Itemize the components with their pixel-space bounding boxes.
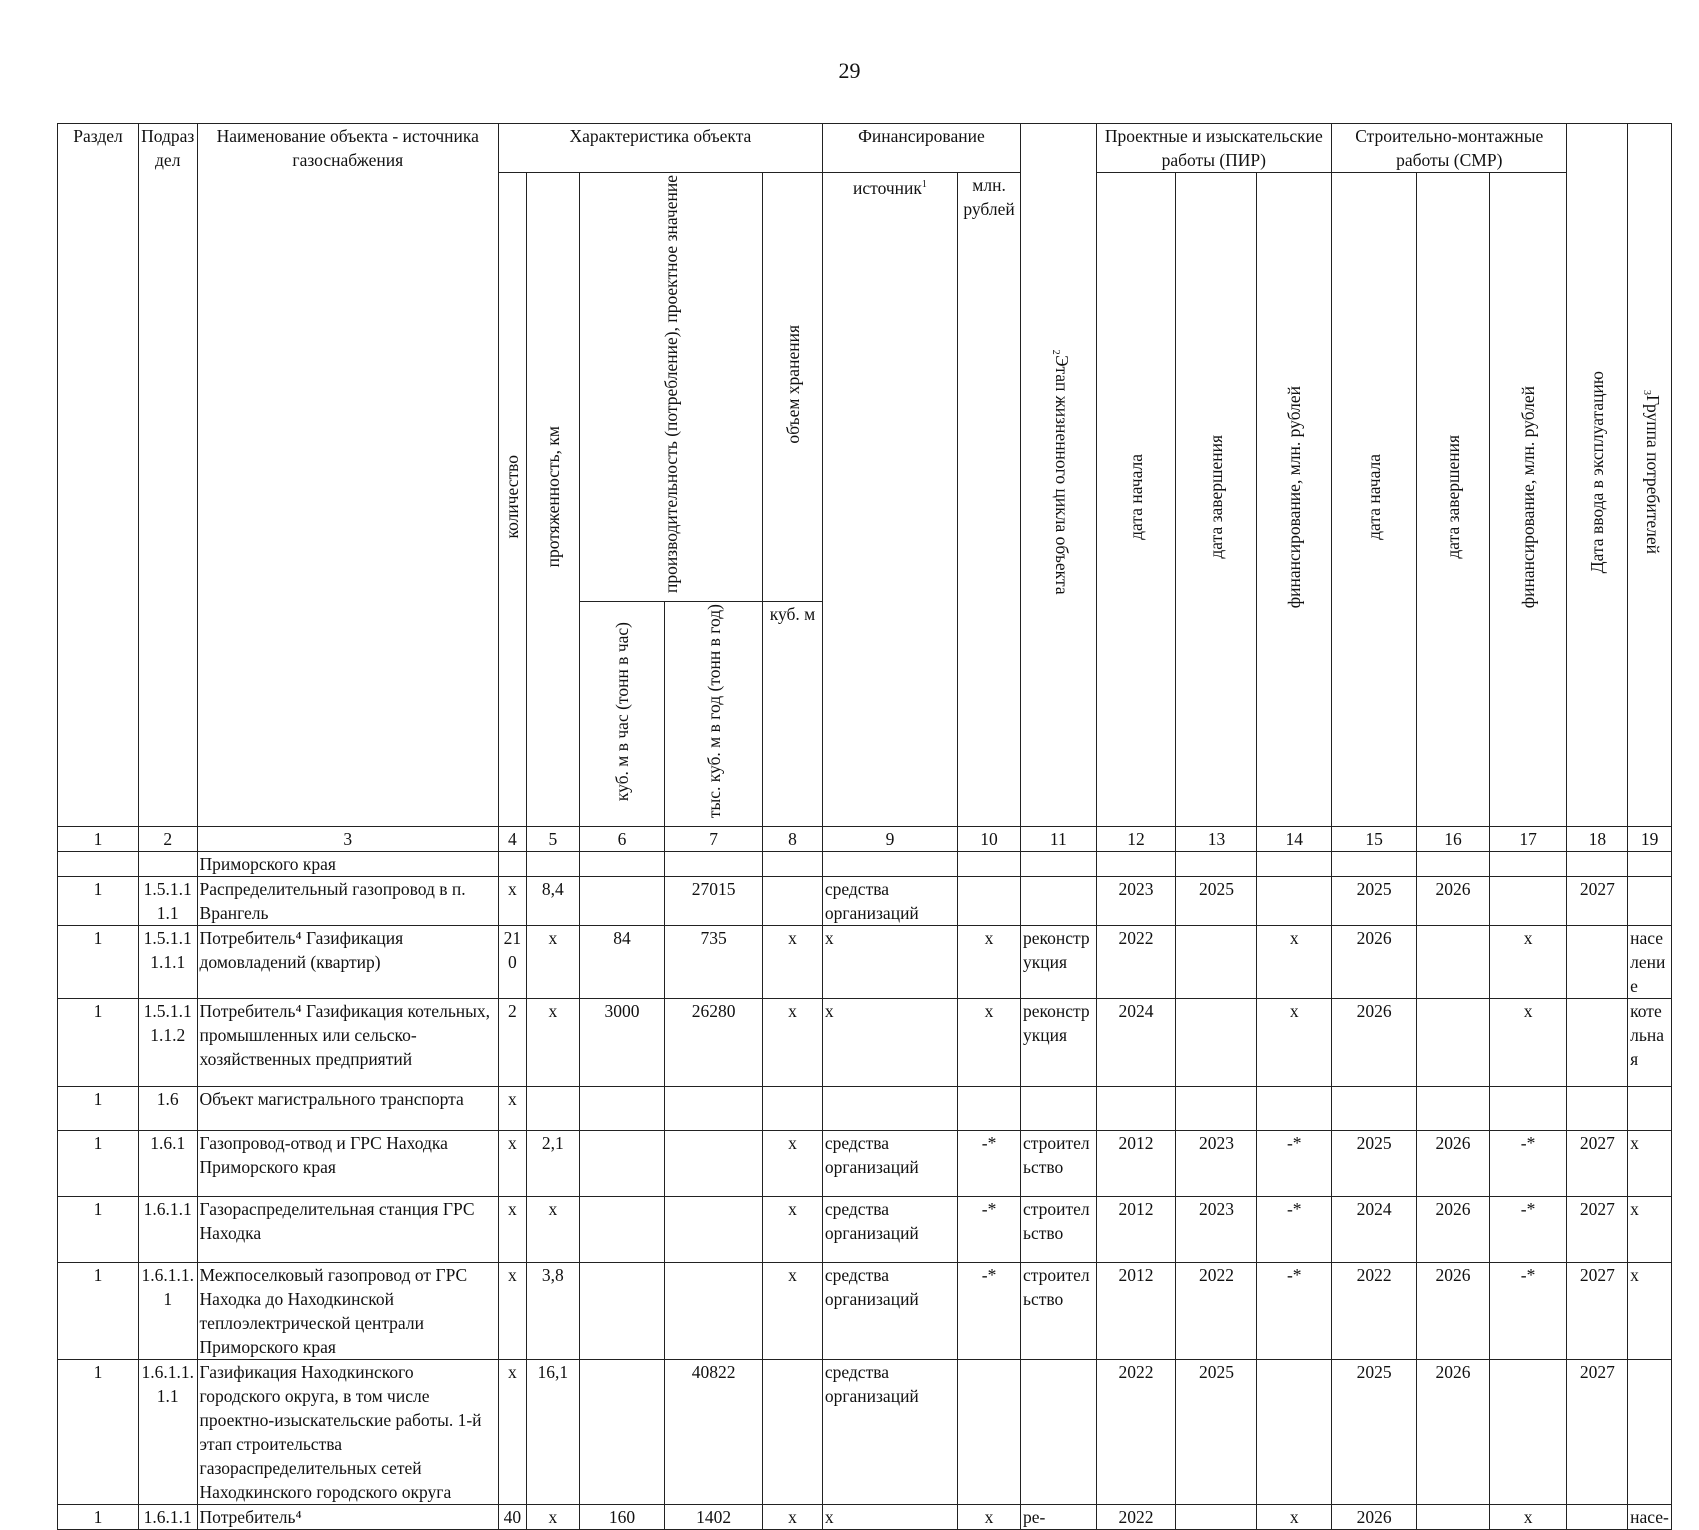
gas-supply-table: [57, 123, 1672, 1530]
cell-h: 160: [579, 1505, 664, 1530]
cell-r: 1: [58, 1087, 139, 1131]
header-smr: Строительно-монтажные работы (СМР): [1332, 124, 1567, 173]
cell-mln: [958, 877, 1021, 926]
cell-name: Потребитель⁴ Газификация домовладений (квартир): [197, 926, 498, 999]
column-number: 4: [499, 827, 527, 852]
header-characteristics: Характеристика объекта: [499, 124, 823, 173]
cell-h: 84: [579, 926, 664, 999]
cell-ss: 2022: [1332, 1263, 1417, 1360]
cell-sf: [1489, 1087, 1567, 1131]
cell-r: 1: [58, 1131, 139, 1197]
column-number: 15: [1332, 827, 1417, 852]
cell-st: [763, 877, 823, 926]
cell-name: Газораспределительная станция ГРС Находка: [197, 1197, 498, 1263]
header-source: источник$^1$: [822, 173, 957, 827]
cell-p: [138, 852, 197, 877]
cell-q: x: [499, 877, 527, 926]
column-number: 12: [1096, 827, 1176, 852]
cell-pf: x: [1257, 1505, 1332, 1530]
cell-mln: -*: [958, 1263, 1021, 1360]
header-smr-start: дата начала: [1332, 173, 1417, 827]
header-financing: Финансирование: [822, 124, 1020, 173]
cell-mln: -*: [958, 1131, 1021, 1197]
cell-src: средства организаций: [822, 1197, 957, 1263]
column-number: 6: [579, 827, 664, 852]
header-pir-end: дата завершения: [1176, 173, 1257, 827]
cell-y: [665, 1197, 763, 1263]
cell-stage: строительство: [1020, 1263, 1096, 1360]
cell-se: [1417, 852, 1489, 877]
cell-se: 2026: [1417, 1360, 1489, 1505]
cell-g: насе-: [1628, 1505, 1672, 1530]
cell-ps: 2024: [1096, 999, 1176, 1087]
column-number: 1: [58, 827, 139, 852]
cell-name: Объект магистрального транспорта: [197, 1087, 498, 1131]
cell-pf: [1257, 852, 1332, 877]
cell-name: Газопровод-отвод и ГРС Находка Приморского края: [197, 1131, 498, 1197]
cell-ps: [1096, 852, 1176, 877]
cell-q: 2: [499, 999, 527, 1087]
cell-p: 1.6.1.1: [138, 1197, 197, 1263]
header-stage: Этап жизненного цикла объекта2: [1020, 124, 1096, 827]
cell-pe: 2023: [1176, 1131, 1257, 1197]
cell-q: 210: [499, 926, 527, 999]
cell-st: x: [763, 1197, 823, 1263]
cell-se: 2026: [1417, 1131, 1489, 1197]
column-number: 10: [958, 827, 1021, 852]
page-number: 29: [838, 58, 861, 83]
cell-d: [1567, 926, 1628, 999]
cell-pf: [1257, 1087, 1332, 1131]
column-number: 16: [1417, 827, 1489, 852]
cell-mln: [958, 852, 1021, 877]
cell-d: [1567, 999, 1628, 1087]
cell-g: [1628, 877, 1672, 926]
cell-stage: строительство: [1020, 1131, 1096, 1197]
header-per-hour: куб. м в час (тонн в час): [579, 602, 664, 827]
cell-name: Потребитель⁴ Газификация котельных, промышленных или сельско-хозяйственных предприятий: [197, 999, 498, 1087]
cell-ss: 2026: [1332, 926, 1417, 999]
cell-src: [822, 852, 957, 877]
cell-p: 1.6.1: [138, 1131, 197, 1197]
cell-mln: -*: [958, 1197, 1021, 1263]
cell-src: x: [822, 1505, 957, 1530]
cell-q: x: [499, 1263, 527, 1360]
cell-q: 40: [499, 1505, 527, 1530]
cell-src: средства организаций: [822, 1263, 957, 1360]
cell-q: x: [499, 1131, 527, 1197]
cell-ss: 2025: [1332, 877, 1417, 926]
cell-g: x: [1628, 1131, 1672, 1197]
cell-ss: 2025: [1332, 1131, 1417, 1197]
cell-g: [1628, 1087, 1672, 1131]
cell-ss: 2026: [1332, 999, 1417, 1087]
column-number: 9: [822, 827, 957, 852]
cell-q: [499, 852, 527, 877]
cell-st: x: [763, 1263, 823, 1360]
header-quantity: количество: [499, 173, 527, 827]
cell-se: [1417, 926, 1489, 999]
cell-stage: реконструкция: [1020, 926, 1096, 999]
cell-stage: строительство: [1020, 1197, 1096, 1263]
cell-r: 1: [58, 1263, 139, 1360]
cell-d: 2027: [1567, 1360, 1628, 1505]
cell-g: [1628, 852, 1672, 877]
cell-stage: [1020, 877, 1096, 926]
cell-y: 27015: [665, 877, 763, 926]
table-row: [58, 1505, 1672, 1530]
column-number-row: [58, 827, 1672, 852]
header-smr-financing: финансирование, млн. рублей: [1489, 173, 1567, 827]
cell-ps: [1096, 1087, 1176, 1131]
column-number: 5: [526, 827, 579, 852]
cell-stage: [1020, 852, 1096, 877]
cell-h: [579, 1087, 664, 1131]
cell-y: [665, 1263, 763, 1360]
header-consumer-group: Группа потребителей3: [1628, 124, 1672, 827]
cell-d: 2027: [1567, 1197, 1628, 1263]
cell-st: [763, 1360, 823, 1505]
header-capacity: производительность (потребление), проектное значение: [579, 173, 762, 602]
cell-pf: -*: [1257, 1263, 1332, 1360]
cell-p: 1.5.1.1 1.1: [138, 877, 197, 926]
cell-mln: [958, 1087, 1021, 1131]
header-storage: объем хранения: [763, 173, 823, 602]
cell-g: x: [1628, 1263, 1672, 1360]
cell-y: [665, 1087, 763, 1131]
cell-r: 1: [58, 1197, 139, 1263]
table-row: [58, 852, 1672, 877]
table-row: [58, 999, 1672, 1087]
header-mln: млн. рублей: [958, 173, 1021, 827]
cell-len: x: [526, 1197, 579, 1263]
column-number: 11: [1020, 827, 1096, 852]
cell-stage: [1020, 1087, 1096, 1131]
cell-st: x: [763, 926, 823, 999]
cell-h: [579, 852, 664, 877]
cell-q: x: [499, 1360, 527, 1505]
header-pir-financing: финансирование, млн. рублей: [1257, 173, 1332, 827]
cell-h: [579, 877, 664, 926]
cell-r: 1: [58, 999, 139, 1087]
cell-se: 2026: [1417, 1197, 1489, 1263]
header-object-name: Наименование объекта - источника газоснабжения: [197, 124, 498, 827]
cell-len: 3,8: [526, 1263, 579, 1360]
cell-len: x: [526, 926, 579, 999]
cell-p: 1.6.1.1. 1.1: [138, 1360, 197, 1505]
cell-pf: [1257, 1360, 1332, 1505]
cell-name: Потребитель⁴: [197, 1505, 498, 1530]
cell-y: [665, 852, 763, 877]
column-number: 8: [763, 827, 823, 852]
table-row: [58, 1131, 1672, 1197]
cell-pf: x: [1257, 999, 1332, 1087]
header-storage-unit: куб. м: [763, 602, 823, 827]
cell-sf: [1489, 1360, 1567, 1505]
cell-p: 1.5.1.1 1.1.2: [138, 999, 197, 1087]
cell-pe: [1176, 1087, 1257, 1131]
cell-len: x: [526, 1505, 579, 1530]
cell-sf: [1489, 877, 1567, 926]
cell-q: x: [499, 1087, 527, 1131]
header-podrazdel: Подраздел: [138, 124, 197, 827]
cell-mln: x: [958, 926, 1021, 999]
cell-src: x: [822, 999, 957, 1087]
cell-sf: -*: [1489, 1263, 1567, 1360]
cell-g: котельная: [1628, 999, 1672, 1087]
cell-g: x: [1628, 1197, 1672, 1263]
column-number: 2: [138, 827, 197, 852]
table-header: [58, 124, 1672, 852]
column-number: 3: [197, 827, 498, 852]
cell-sf: x: [1489, 926, 1567, 999]
table-row: [58, 926, 1672, 999]
cell-src: x: [822, 926, 957, 999]
cell-r: 1: [58, 1505, 139, 1530]
header-per-year: тыс. куб. м в год (тонн в год): [665, 602, 763, 827]
header-commission-date: Дата ввода в эксплуатацию: [1567, 124, 1628, 827]
column-number: 13: [1176, 827, 1257, 852]
cell-h: [579, 1360, 664, 1505]
cell-ps: 2022: [1096, 1505, 1176, 1530]
cell-ps: 2012: [1096, 1263, 1176, 1360]
cell-d: 2027: [1567, 1131, 1628, 1197]
cell-p: 1.6.1.1: [138, 1505, 197, 1530]
cell-pf: x: [1257, 926, 1332, 999]
column-number: 14: [1257, 827, 1332, 852]
cell-pe: 2025: [1176, 1360, 1257, 1505]
cell-pe: [1176, 1505, 1257, 1530]
cell-sf: -*: [1489, 1197, 1567, 1263]
column-number: 17: [1489, 827, 1567, 852]
cell-len: [526, 852, 579, 877]
table-row: [58, 1263, 1672, 1360]
cell-mln: x: [958, 1505, 1021, 1530]
cell-d: [1567, 1087, 1628, 1131]
cell-name: Распределительный газопровод в п. Врангель: [197, 877, 498, 926]
cell-st: [763, 852, 823, 877]
cell-sf: x: [1489, 1505, 1567, 1530]
cell-sf: -*: [1489, 1131, 1567, 1197]
cell-h: [579, 1263, 664, 1360]
cell-pe: 2022: [1176, 1263, 1257, 1360]
header-length: протяженность, км: [526, 173, 579, 827]
cell-st: x: [763, 1505, 823, 1530]
cell-pf: [1257, 877, 1332, 926]
cell-ss: 2026: [1332, 1505, 1417, 1530]
cell-pe: [1176, 926, 1257, 999]
cell-se: 2026: [1417, 1263, 1489, 1360]
cell-name: Газификация Находкинского городского округа, в том числе проектно-изыскательские работы. 1-й этап строительства газораспределительных сетей Находкинского городского округа: [197, 1360, 498, 1505]
cell-q: x: [499, 1197, 527, 1263]
cell-d: 2027: [1567, 1263, 1628, 1360]
cell-name: Приморского края: [197, 852, 498, 877]
cell-st: x: [763, 1131, 823, 1197]
cell-p: 1.6.1.1. 1: [138, 1263, 197, 1360]
cell-y: 26280: [665, 999, 763, 1087]
cell-r: [58, 852, 139, 877]
cell-ps: 2012: [1096, 1131, 1176, 1197]
cell-ps: 2022: [1096, 926, 1176, 999]
cell-src: [822, 1087, 957, 1131]
cell-len: [526, 1087, 579, 1131]
cell-se: [1417, 1505, 1489, 1530]
cell-stage: ре-: [1020, 1505, 1096, 1530]
header-razdel: Раздел: [58, 124, 139, 827]
cell-pe: 2025: [1176, 877, 1257, 926]
cell-se: [1417, 999, 1489, 1087]
cell-y: 735: [665, 926, 763, 999]
cell-h: [579, 1197, 664, 1263]
cell-len: 8,4: [526, 877, 579, 926]
cell-ps: 2012: [1096, 1197, 1176, 1263]
cell-d: 2027: [1567, 877, 1628, 926]
cell-y: 40822: [665, 1360, 763, 1505]
cell-len: 2,1: [526, 1131, 579, 1197]
cell-pf: -*: [1257, 1197, 1332, 1263]
cell-sf: x: [1489, 999, 1567, 1087]
column-number: 19: [1628, 827, 1672, 852]
cell-stage: реконструкция: [1020, 999, 1096, 1087]
cell-st: [763, 1087, 823, 1131]
cell-d: [1567, 852, 1628, 877]
cell-name: Межпоселковый газопровод от ГРС Находка до Находкинской теплоэлектрической централи Приморского края: [197, 1263, 498, 1360]
header-smr-end: дата завершения: [1417, 173, 1489, 827]
cell-ps: 2022: [1096, 1360, 1176, 1505]
cell-src: средства организаций: [822, 1360, 957, 1505]
header-pir: Проектные и изыскательские работы (ПИР): [1096, 124, 1331, 173]
cell-src: средства организаций: [822, 877, 957, 926]
column-number: 18: [1567, 827, 1628, 852]
cell-g: население: [1628, 926, 1672, 999]
cell-y: [665, 1131, 763, 1197]
cell-r: 1: [58, 1360, 139, 1505]
cell-r: 1: [58, 877, 139, 926]
cell-pe: 2023: [1176, 1197, 1257, 1263]
header-pir-start: дата начала: [1096, 173, 1176, 827]
cell-stage: [1020, 1360, 1096, 1505]
cell-pe: [1176, 999, 1257, 1087]
cell-ss: 2024: [1332, 1197, 1417, 1263]
table-body: [58, 852, 1672, 1530]
cell-se: [1417, 1087, 1489, 1131]
cell-p: 1.6: [138, 1087, 197, 1131]
cell-len: 16,1: [526, 1360, 579, 1505]
cell-mln: [958, 1360, 1021, 1505]
cell-se: 2026: [1417, 877, 1489, 926]
cell-st: x: [763, 999, 823, 1087]
cell-h: 3000: [579, 999, 664, 1087]
table-row: [58, 877, 1672, 926]
cell-pe: [1176, 852, 1257, 877]
cell-r: 1: [58, 926, 139, 999]
cell-sf: [1489, 852, 1567, 877]
cell-g: [1628, 1360, 1672, 1505]
cell-ps: 2023: [1096, 877, 1176, 926]
cell-d: [1567, 1505, 1628, 1530]
cell-h: [579, 1131, 664, 1197]
table-row: [58, 1197, 1672, 1263]
table-row: [58, 1087, 1672, 1131]
cell-ss: [1332, 1087, 1417, 1131]
cell-src: средства организаций: [822, 1131, 957, 1197]
cell-p: 1.5.1.1 1.1.1: [138, 926, 197, 999]
cell-pf: -*: [1257, 1131, 1332, 1197]
column-number: 7: [665, 827, 763, 852]
cell-ss: 2025: [1332, 1360, 1417, 1505]
cell-len: x: [526, 999, 579, 1087]
cell-y: 1402: [665, 1505, 763, 1530]
table-row: [58, 1360, 1672, 1505]
cell-ss: [1332, 852, 1417, 877]
cell-mln: x: [958, 999, 1021, 1087]
